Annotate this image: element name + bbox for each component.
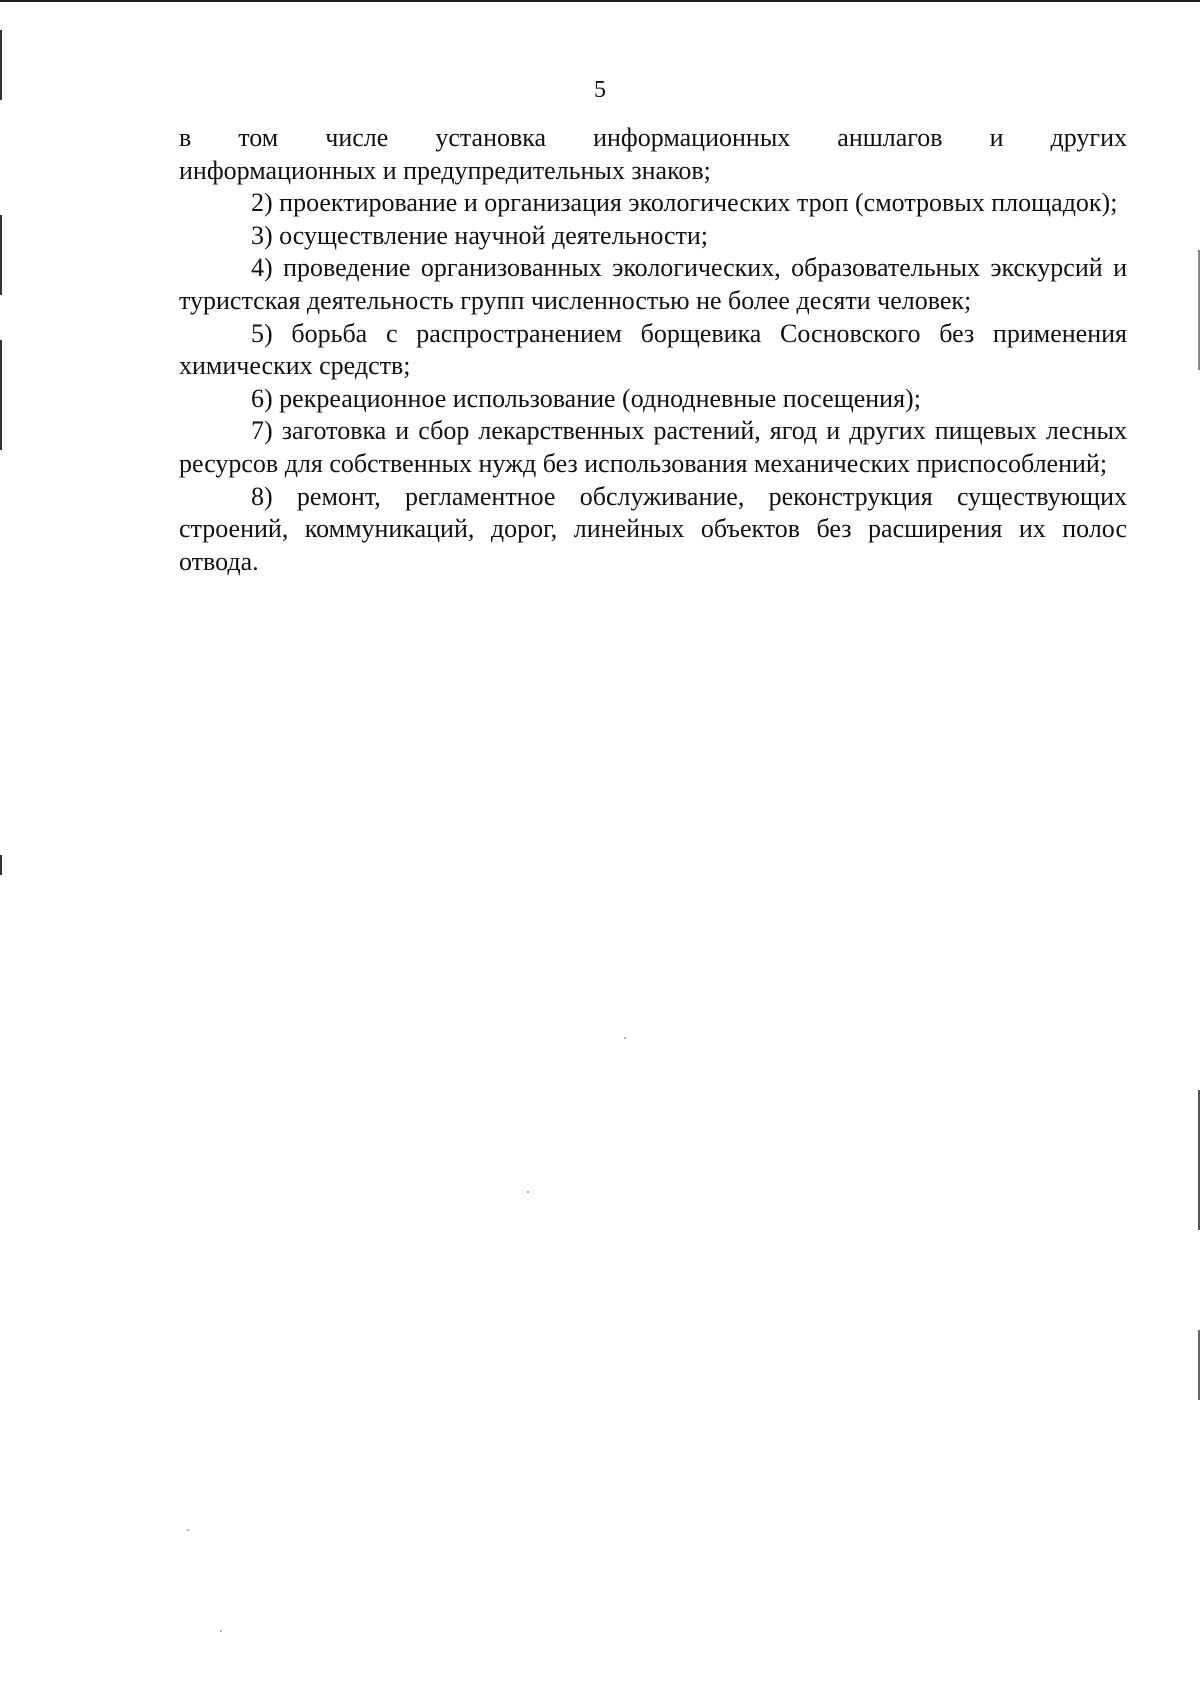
list-item-6: 6) рекреационное использование (однодневные посещения); (251, 383, 921, 413)
scan-speck (527, 1191, 529, 1193)
list-item-3: 3) осуществление научной деятельности; (251, 220, 709, 250)
paragraph-continuation-line-2: информационных и предупредительных знаков; (179, 155, 711, 185)
page-top-edge (0, 0, 1200, 2)
scan-speck (624, 1037, 626, 1039)
list-item-5: 5) борьба с распространением борщевика Сосновского без применения химических средств; (179, 318, 1127, 381)
scan-speck (220, 1630, 222, 1632)
list-item-7: 7) заготовка и сбор лекарственных растений, ягод и других пищевых лесных ресурсов для собственных нужд без использования механических приспособлений; (179, 416, 1127, 478)
page-number: 5 (594, 77, 606, 103)
list-item-2: 2) проектирование и организация экологических троп (смотровых площадок); (251, 188, 1118, 218)
paragraph-continuation-line-1: в том числе установка информационных аншлагов и других (179, 123, 1127, 152)
scan-speck (187, 1529, 189, 1531)
scan-mark-left-4 (0, 855, 2, 875)
list-item-8: 8) ремонт, регламентное обслуживание, реконструкция существующих строений, коммуникаций, дорог, линейных объектов без расширения их полос отвода. (179, 481, 1127, 576)
document-body (179, 122, 1127, 578)
list-item-4: 4) проведение организованных экологических, образовательных экскурсий и туристская деятельность групп численностью не более десяти человек; (179, 253, 1127, 315)
scan-mark-left-2 (0, 215, 2, 295)
scan-mark-left-3 (0, 340, 2, 450)
